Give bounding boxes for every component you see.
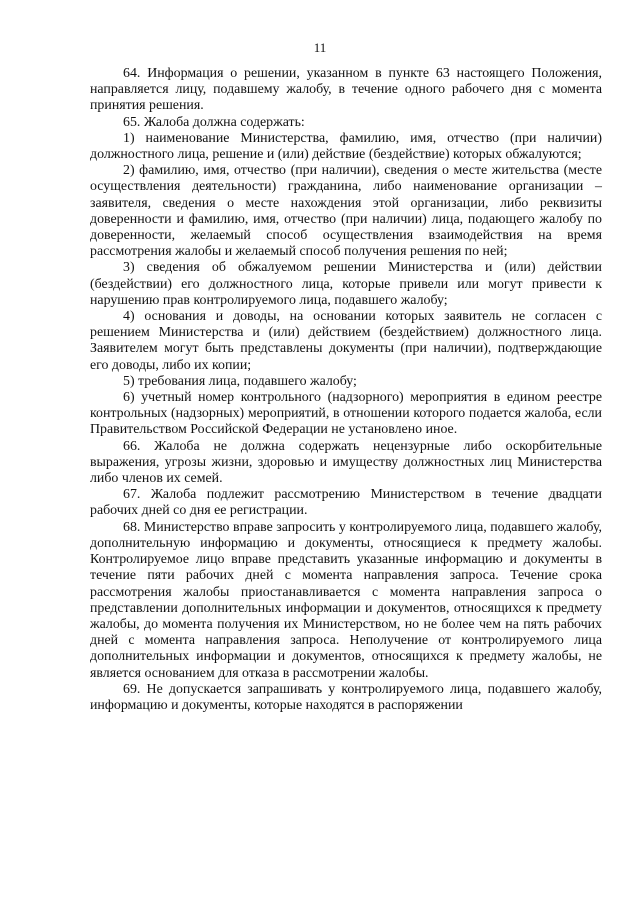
paragraph-67: 67. Жалоба подлежит рассмотрению Министерством в течение двадцати рабочих дней со дня ее регистрации. bbox=[90, 487, 602, 519]
document-body bbox=[90, 66, 602, 714]
paragraph-65-item-1: 1) наименование Министерства, фамилию, имя, отчество (при наличии) должностного лица, решение и (или) действие (бездействие) которых обжалуются; bbox=[90, 130, 602, 163]
paragraph-65-item-2: 2) фамилию, имя, отчество (при наличии), сведения о месте жительства (месте осуществления деятельности) гражданина, либо наименование организации – заявителя, сведения о месте нахождения этой организации, либо реквизиты доверенности и фамилию, имя, отчество (при наличии) лица, подающего жалобу по доверенности, желаемый способ осуществления взаимодействия на время рассмотрения жалобы и желаемый способ получения решения по ней; bbox=[90, 163, 602, 260]
paragraph-65-item-3: 3) сведения об обжалуемом решении Министерства и (или) действии (бездействии) его должностного лица, которые привели или могут привести к нарушению прав контролируемого лица, подавшего жалобу; bbox=[90, 260, 602, 308]
page-number: 11 bbox=[313, 40, 327, 55]
paragraph-65: 65. Жалоба должна содержать: bbox=[123, 114, 305, 130]
paragraph-66: 66. Жалоба не должна содержать нецензурные либо оскорбительные выражения, угрозы жизни, здоровью и имуществу должностных лиц Министерства либо членов их семей. bbox=[90, 438, 602, 487]
paragraph-64: 64. Информация о решении, указанном в пункте 63 настоящего Положения, направляется лицу, подавшему жалобу, в течение одного рабочего дня с момента принятия решения. bbox=[90, 66, 602, 114]
paragraph-65-item-4: 4) основания и доводы, на основании которых заявитель не согласен с решением Министерства и (или) действием (бездействием) должностного лица. Заявителем могут быть представлены документы (при наличии), подтверждающие его доводы, либо их копии; bbox=[90, 309, 602, 373]
paragraph-65-item-5: 5) требования лица, подавшего жалобу; bbox=[123, 373, 357, 389]
paragraph-69: 69. Не допускается запрашивать у контролируемого лица, подавшего жалобу, информацию и документы, которые находятся в распоряжении bbox=[90, 681, 602, 713]
paragraph-68: 68. Министерство вправе запросить у контролируемого лица, подавшего жалобу, дополнительную информацию и документы, относящиеся к предмету жалобы. Контролируемое лицо вправе представить указанные информацию и документы в течение пяти рабочих дней с момента направления запроса. Течение срока рассмотрения жалобы приостанавливается с момента направления запроса о представлении дополнительных информации и документов, относящихся к предмету жалобы, до момента получения их Министерством, но не более чем на пять рабочих дней с момента направления запроса. Неполучение от контролируемого лица дополнительных информации и документов, относящихся к предмету жалобы, не является основанием для отказа в рассмотрении жалобы. bbox=[90, 519, 602, 681]
paragraph-65-item-6: 6) учетный номер контрольного (надзорного) мероприятия в едином реестре контрольных (надзорных) мероприятий, в отношении которого подается жалоба, если Правительством Российской Федерации не установлено иное. bbox=[90, 390, 602, 438]
